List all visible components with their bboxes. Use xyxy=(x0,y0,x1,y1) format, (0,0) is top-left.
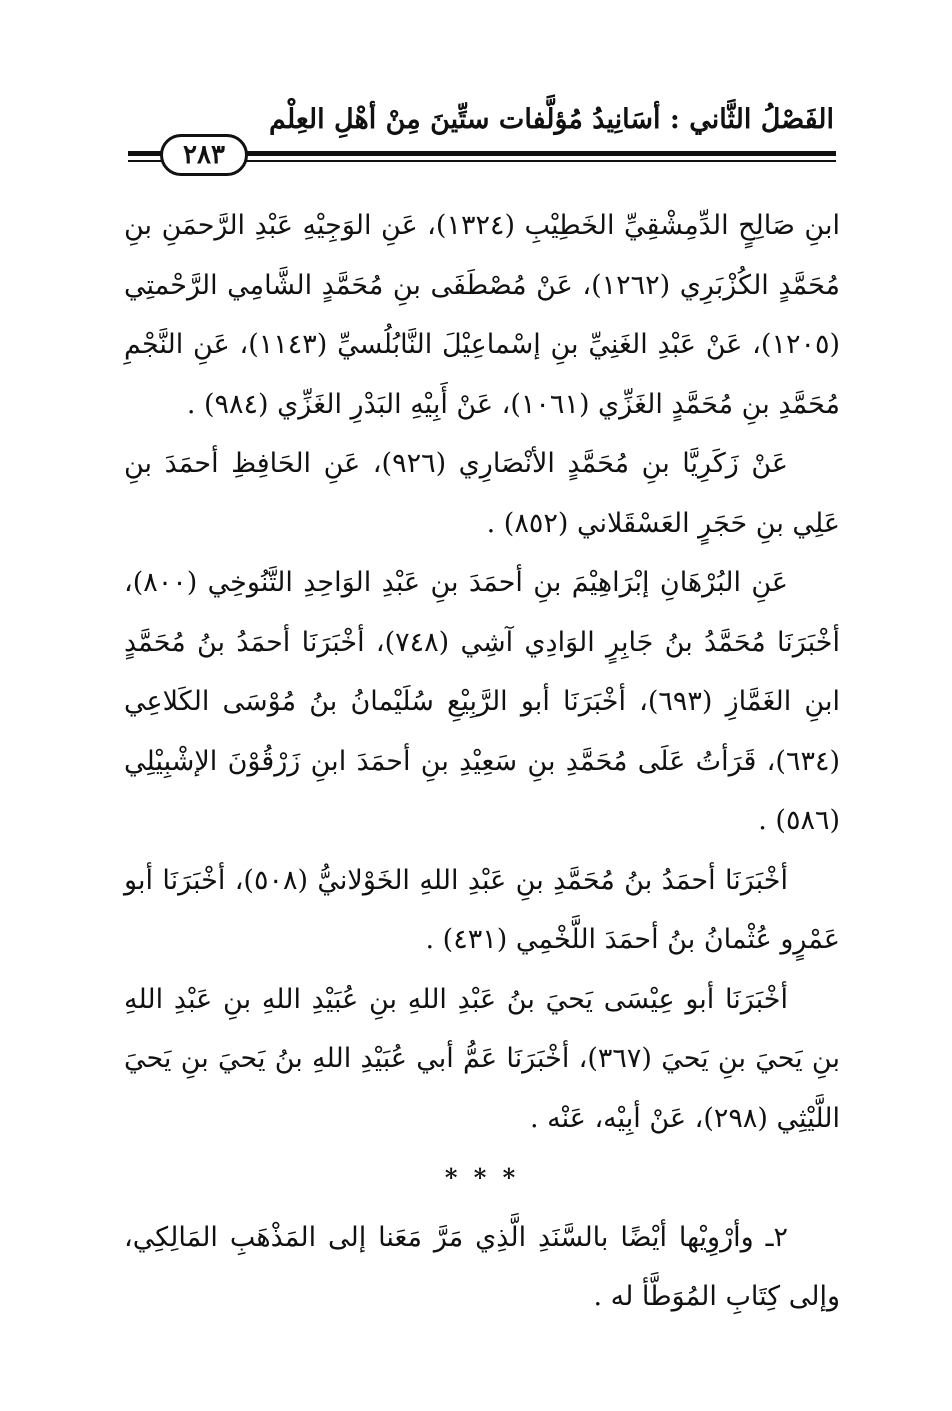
paragraph-3: عَنِ البُرْهَانِ إبْرَاهِيْمَ بنِ أحمَدَ بنِ عَبْدِ الوَاحِدِ التَّنُوخِي (٨٠٠)، أخْبَرَنَا مُحَمَّدُ بنُ جَابِرٍ الوَادِي آشِي (٧٤٨)، أخْبَرَنَا أحمَدُ بنُ مُحَمَّدٍ ابنِ الغَمَّازِ (٦٩٣)، أخْبَرَنَا أبو الرَّبِيْعِ سُلَيْمانُ بنُ مُوْسَى الكَلاعِي (٦٣٤)، قَرَأتُ عَلَى مُحَمَّدِ بنِ سَعِيْدِ بنِ أحمَدَ ابنِ زَرْقُوْنَ الإشْبِيْلِي (٥٨٦) . xyxy=(124,567,840,836)
running-header-title: الفَصْلُ الثَّاني : أسَانِيدُ مُؤلَّفات ستِّينَ مِنْ أهْلِ العِلْم xyxy=(269,104,834,135)
paragraph-5: أخْبَرَنَا أبو عِيْسَى يَحيَ بنُ عَبْدِ اللهِ بنِ عُبَيْدِ اللهِ بنِ عَبْدِ اللهِ بنِ يَحيَ بنِ يَحيَ (٣٦٧)، أخْبَرَنَا عَمُّ أبي عُبَيْدِ اللهِ بنُ يَحيَ بنِ يَحيَ اللَّيْثِي (٢٩٨)، عَنْ أبِيْه، عَنْه . xyxy=(124,983,840,1134)
paragraph-2: عَنْ زَكَرِيَّا بنِ مُحَمَّدٍ الأنْصَارِي (٩٢٦)، عَنِ الحَافِظِ أحمَدَ بنِ عَلِي بنِ حَجَرٍ العَسْقَلاني (٨٥٢) . xyxy=(124,448,840,539)
page-number-badge: ٢٨٣ xyxy=(160,134,248,176)
paragraph-1: ابنِ صَالِحٍ الدِّمِشْقِيِّ الخَطِيْبِ (١٣٢٤)، عَنِ الوَجِيْهِ عَبْدِ الرَّحمَنِ بنِ مُحَمَّدٍ الكُزْبَرِي (١٢٦٢)، عَنْ مُصْطَفَى بنِ مُحَمَّدٍ الشَّامِي الرَّحْمتِي (١٢٠٥)، عَنْ عَبْدِ الغَنِيِّ بنِ إسْماعِيْلَ النَّابُلُسيِّ (١١٤٣)، عَنِ النَّجْمِ مُحَمَّدِ بنِ مُحَمَّدٍ الغَزِّي (١٠٦١)، عَنْ أَبِيْهِ البَدْرِ الغَزِّي (٩٨٤) . xyxy=(124,210,841,420)
paragraph-4: أخْبَرَنَا أحمَدُ بنُ مُحَمَّدِ بنِ عَبْدِ اللهِ الخَوْلانيُّ (٥٠٨)، أخْبَرَنَا أبو عَمْرٍو عُثْمانُ بنُ أحمَدَ اللَّخْمِي (٤٣١) . xyxy=(124,864,840,955)
section-separator: * * * xyxy=(444,1163,520,1192)
closing-paragraph: ٢ـ وأرْوِيْها أيْضًا بالسَّنَدِ الَّذِي مَرَّ مَعَنا إلى المَذْهَبِ المَالِكِي، وإلى كِتَابِ المُوَطَّأ له . xyxy=(124,1221,840,1312)
body-text xyxy=(124,196,840,1327)
